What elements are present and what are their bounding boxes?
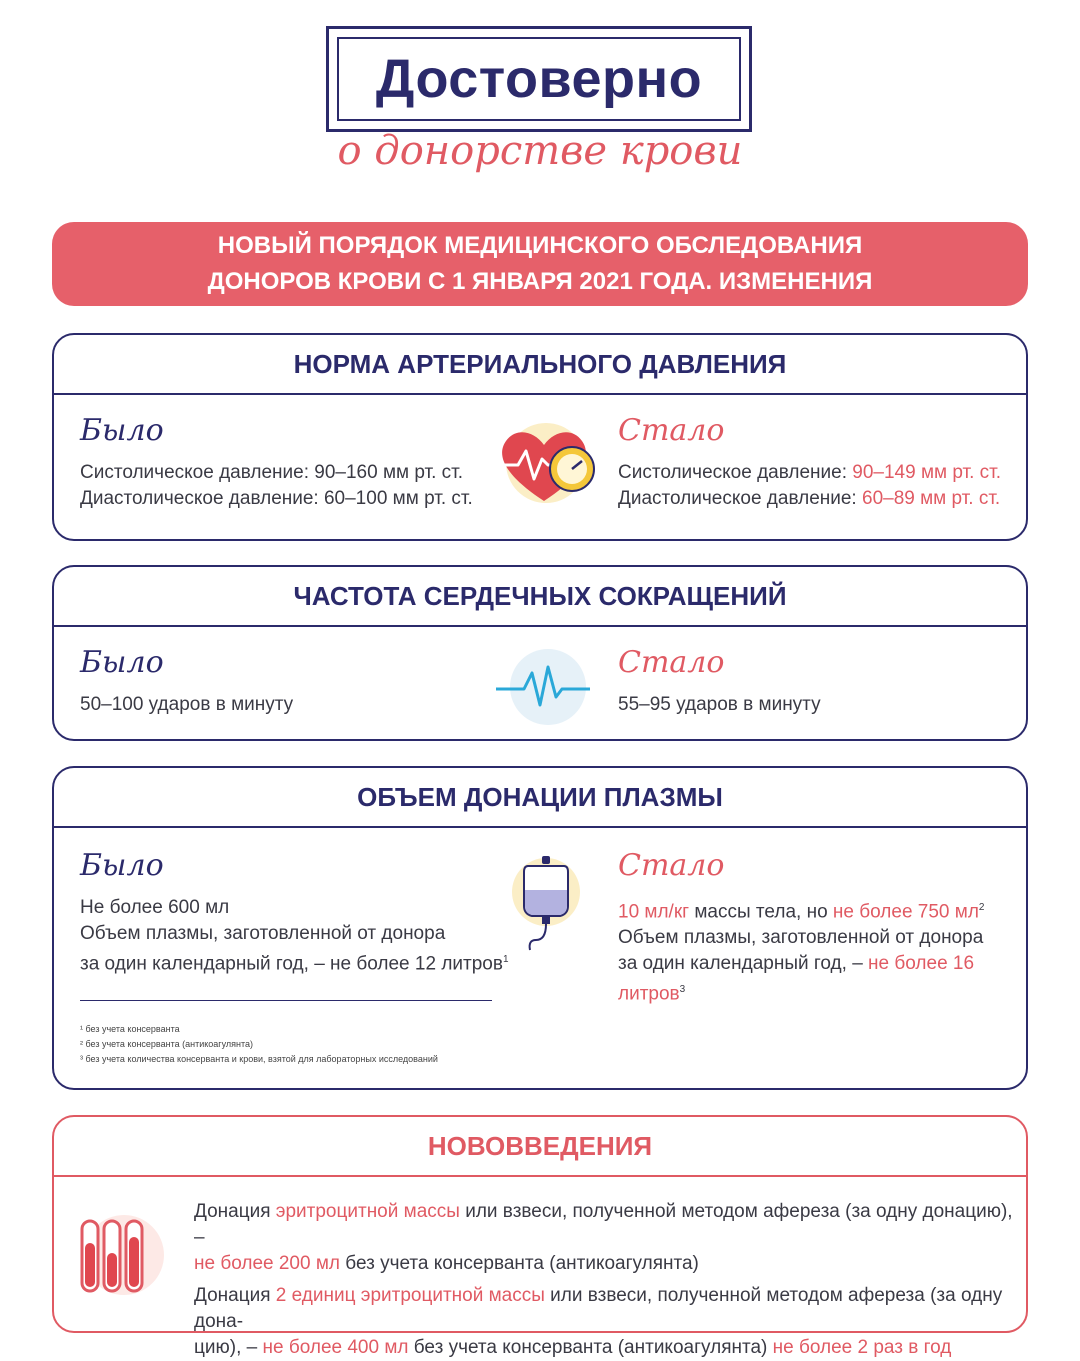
banner-line-2: ДОНОРОВ КРОВИ С 1 ЯНВАРЯ 2021 ГОДА. ИЗМЕНЕНИЯ <box>207 268 873 295</box>
logo <box>326 26 752 132</box>
logo-title: Достоверно <box>375 49 703 109</box>
iv-drip-icon <box>500 854 590 954</box>
now-label: Стало <box>618 645 725 680</box>
plasma-card <box>52 766 1028 1090</box>
plasma-was-line-1: Не более 600 мл <box>80 897 230 918</box>
heartrate-card <box>52 565 1028 741</box>
plasma-was-line-3: за один календарный год, – не более 12 литров$^1$ <box>80 953 509 975</box>
plasma-now-line-2: Объем плазмы, заготовленной от донора <box>618 927 984 949</box>
pressure-now-systolic: Систолическое давление: 90–149 мм рт. ст. <box>618 462 1002 483</box>
plasma-was-column <box>80 848 509 977</box>
heartrate-now-value: 55–95 ударов в минуту <box>618 694 821 715</box>
pulse-icon <box>494 647 594 727</box>
footnote-2: ² без учета консерванта (антикоагулянта) <box>80 1039 253 1049</box>
innovations-card <box>52 1115 1028 1358</box>
header-banner <box>52 222 1028 306</box>
pressure-title: НОРМА АРТЕРИАЛЬНОГО ДАВЛЕНИЯ <box>54 335 1026 395</box>
heartrate-title: ЧАСТОТА СЕРДЕЧНЫХ СОКРАЩЕНИЙ <box>54 567 1026 627</box>
pressure-was-column <box>80 413 473 512</box>
plasma-footnotes <box>80 1022 438 1067</box>
was-label: Было <box>80 645 164 680</box>
plasma-title: ОБЪЕМ ДОНАЦИИ ПЛАЗМЫ <box>54 768 1026 828</box>
heartrate-was-value: 50–100 ударов в минуту <box>80 694 294 715</box>
footnote-3: ³ без учета количества консерванта и крови, взятой для лабораторных исследований <box>80 1054 438 1064</box>
heartrate-now-column <box>618 645 821 718</box>
test-tubes-icon <box>76 1213 162 1299</box>
footnote-divider <box>80 1000 492 1001</box>
innovation-2-line-2: цию), – не более 400 мл без учета консерванта (антикоагулянта) не более 2 раз в год <box>194 1337 952 1358</box>
pressure-now-column <box>618 413 1001 512</box>
plasma-now-line-3: за один календарный год, – не более 16 литров$^3$ <box>618 953 975 1005</box>
pressure-was-systolic: Систолическое давление: 90–160 мм рт. ст. <box>80 462 464 483</box>
plasma-now-column <box>618 848 1026 1008</box>
plasma-was-line-2: Объем плазмы, заготовленной от донора <box>80 923 446 944</box>
innovation-1-line-1: Донация эритроцитной массы или взвеси, полученной методом афереза (за одну донацию), – <box>194 1201 1013 1248</box>
logo-subtitle: о донорстве крови <box>337 128 743 174</box>
logo-frame <box>337 37 741 121</box>
was-label: Было <box>80 413 164 448</box>
innovation-1-line-2: не более 200 мл без учета консерванта (антикоагулянта) <box>194 1253 699 1274</box>
innovations-text <box>194 1199 1014 1361</box>
pressure-card <box>52 333 1028 541</box>
now-label: Стало <box>618 413 725 448</box>
innovations-title: НОВОВВЕДЕНИЯ <box>54 1117 1026 1177</box>
now-label: Стало <box>618 848 725 883</box>
heartrate-was-column <box>80 645 293 718</box>
banner-line-1: НОВЫЙ ПОРЯДОК МЕДИЦИНСКОГО ОБСЛЕДОВАНИЯ <box>217 232 863 259</box>
plasma-now-line-1: 10 мл/кг массы тела, но не более 750 $мл^2$ <box>618 901 985 923</box>
heart-tonometer-icon <box>494 419 604 509</box>
was-label: Было <box>80 848 164 883</box>
pressure-now-diastolic: Диастолическое давление: 60–89 мм рт. ст. <box>618 488 1001 509</box>
footnote-1: ¹ без учета консерванта <box>80 1024 180 1034</box>
innovation-2-line-1: Донация 2 единиц эритроцитной массы или взвеси, полученной методом афереза (за одну дона- <box>194 1285 1003 1332</box>
pressure-was-diastolic: Диастолическое давление: 60–100 мм рт. ст. <box>80 488 473 509</box>
